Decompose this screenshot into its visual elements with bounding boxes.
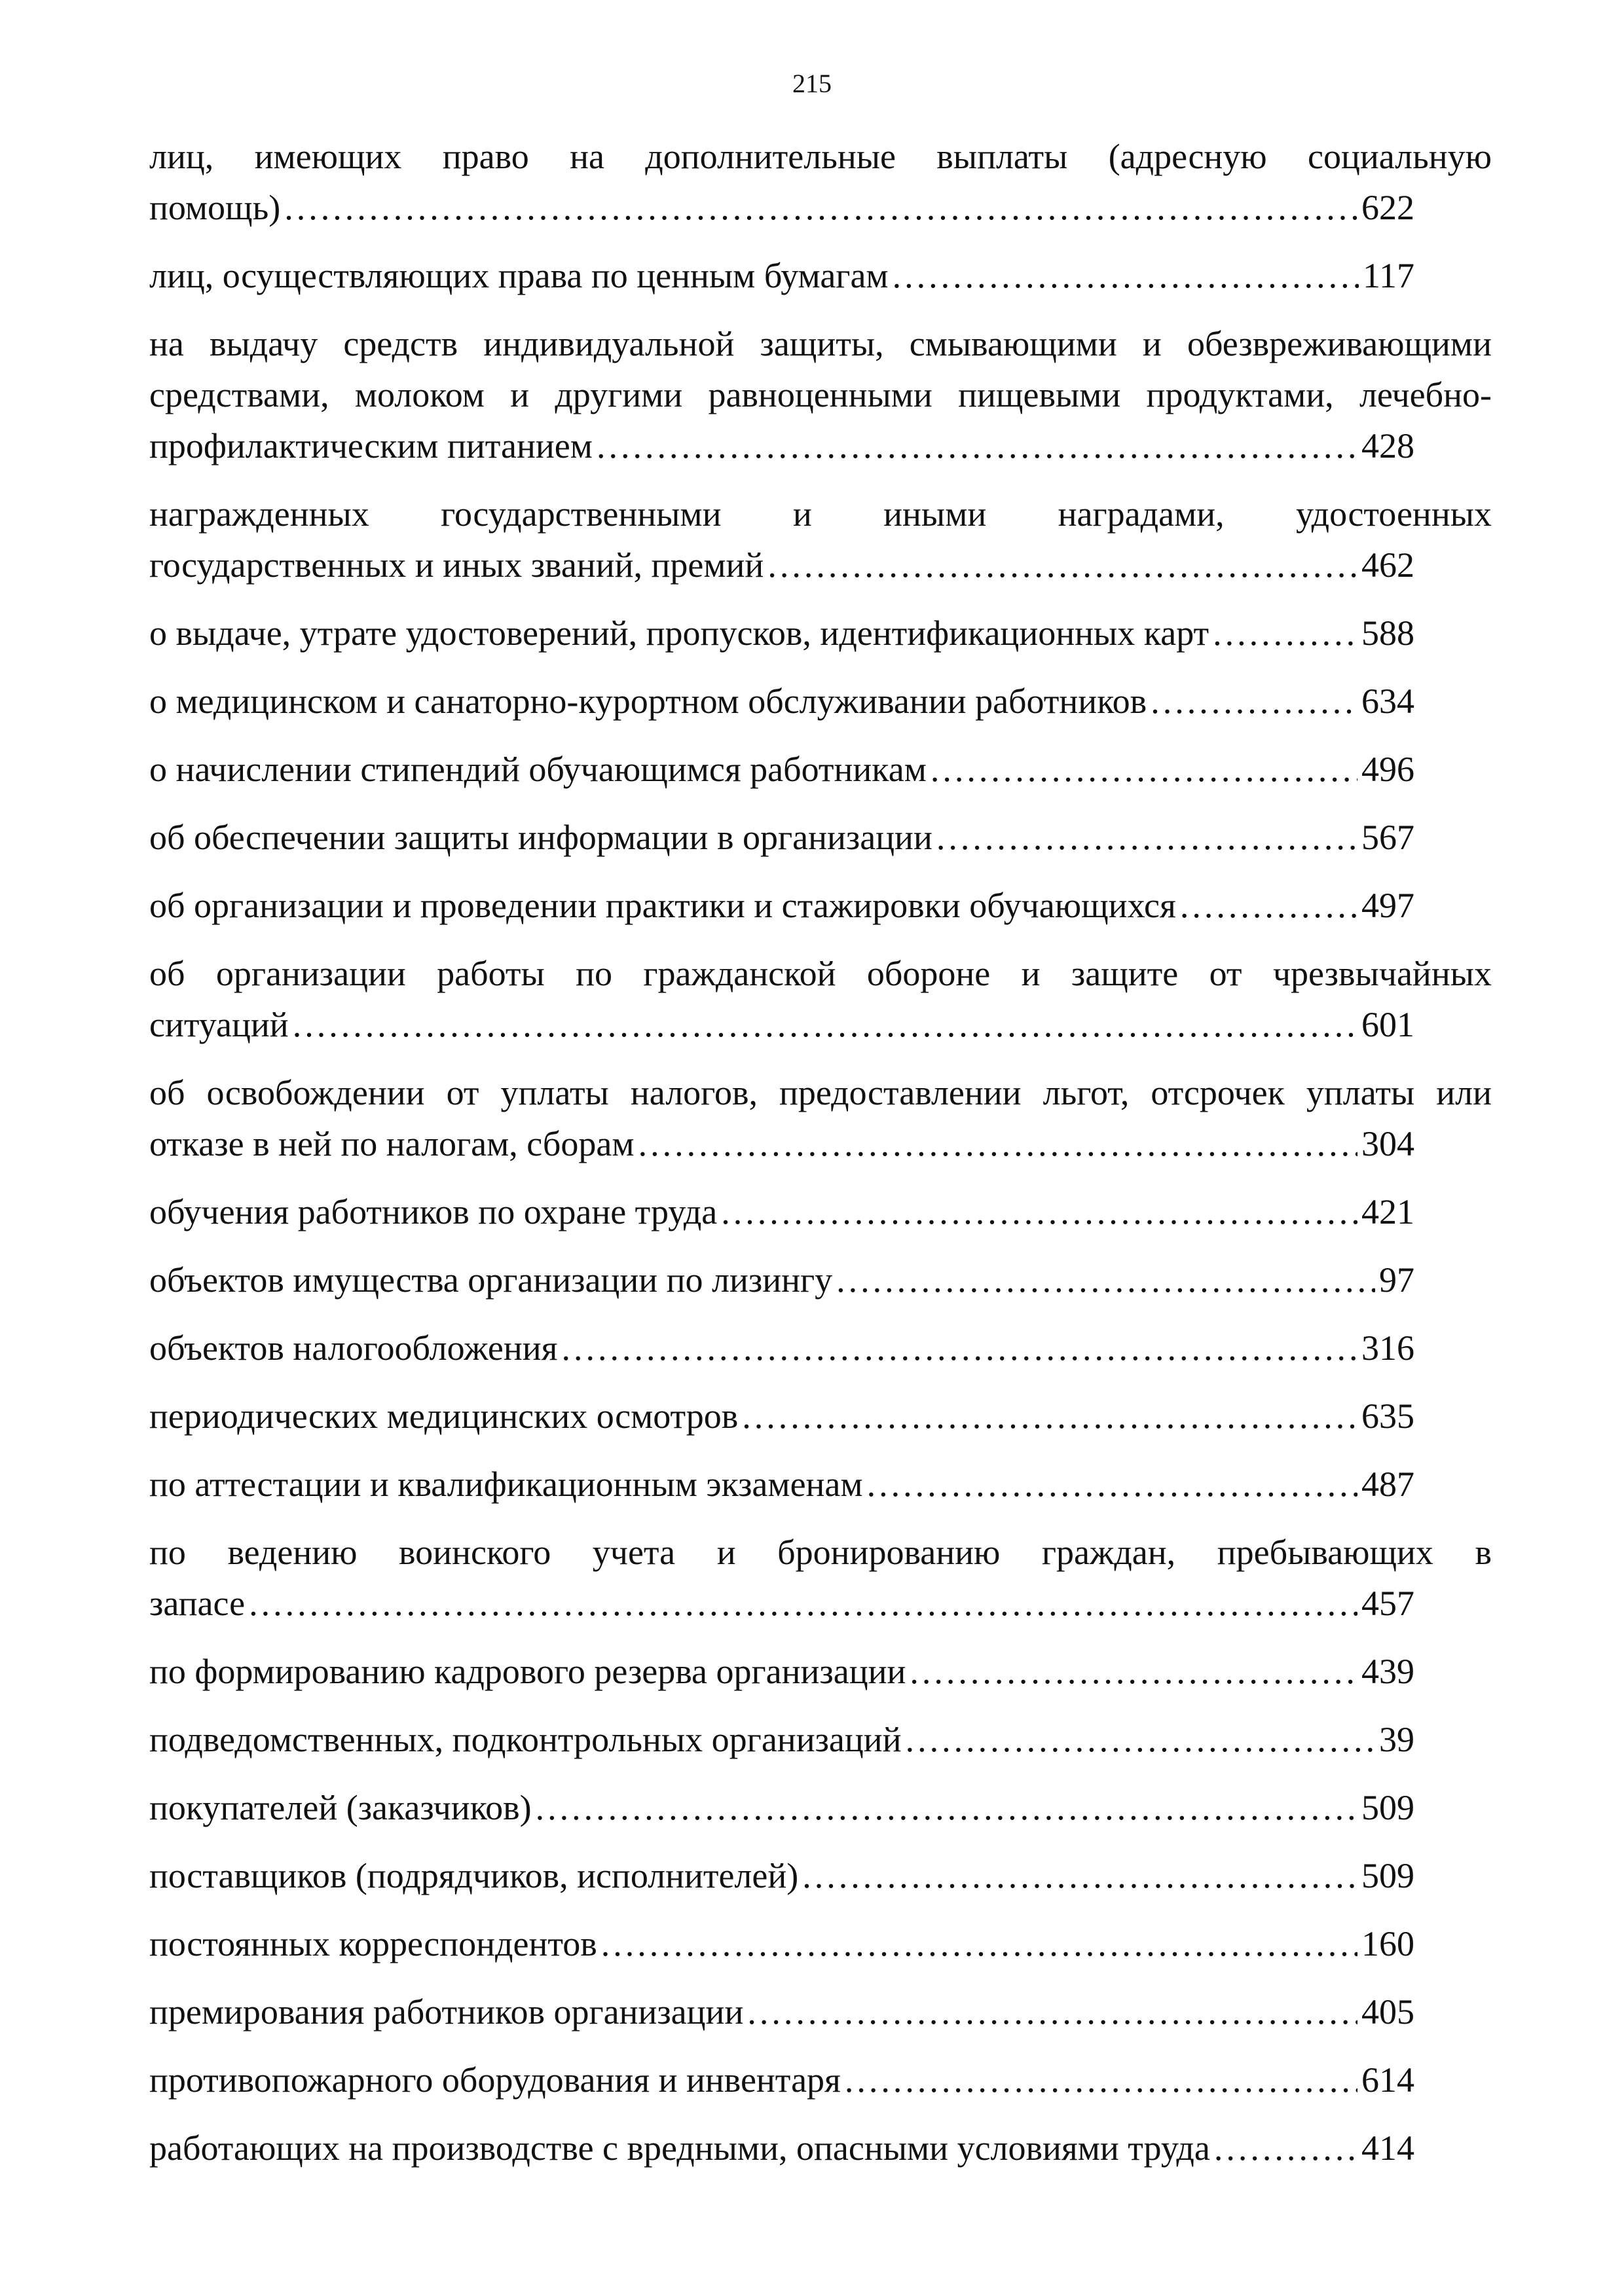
index-entry bbox=[149, 948, 1492, 1050]
index-entry-text: работающих на производстве с вредными, опасными условиями труда bbox=[149, 2128, 1210, 2168]
dot-leader bbox=[936, 812, 1357, 863]
index-page-ref: 414 bbox=[1361, 2128, 1414, 2168]
dot-leader bbox=[747, 1986, 1357, 2037]
index-page-ref: 117 bbox=[1363, 256, 1414, 295]
index-entry-text: отказе в ней по налогам, сборам bbox=[149, 1124, 635, 1163]
dot-leader bbox=[802, 1850, 1357, 1901]
index-entry-line bbox=[149, 2054, 1492, 2105]
dot-leader bbox=[867, 1459, 1357, 1510]
dot-leader bbox=[1180, 880, 1357, 931]
dot-leader bbox=[931, 744, 1357, 795]
index-page-ref: 405 bbox=[1361, 1992, 1414, 2032]
index-entry bbox=[149, 676, 1492, 727]
index-entry-line bbox=[149, 608, 1492, 659]
dot-leader bbox=[836, 1254, 1375, 1305]
index-entry-line bbox=[149, 131, 1492, 182]
index-entry-line bbox=[149, 1459, 1492, 1510]
index-entry-text: о начислении стипендий обучающимся работникам bbox=[149, 750, 927, 789]
index-entry bbox=[149, 608, 1492, 659]
index-entry bbox=[149, 488, 1492, 591]
index-entry-text: об организации работы по гражданской обороне и защите от чрезвычайных bbox=[149, 954, 1492, 993]
index-entry-line bbox=[149, 318, 1492, 369]
index-entry bbox=[149, 1850, 1492, 1901]
index-entry-text: поставщиков (подрядчиков, исполнителей) bbox=[149, 1856, 799, 1895]
index-entry-text: о медицинском и санаторно-курортном обслуживании работников bbox=[149, 682, 1147, 721]
index-page-ref: 622 bbox=[1361, 188, 1414, 227]
index-entry bbox=[149, 1391, 1492, 1442]
index-entry bbox=[149, 1714, 1492, 1765]
index-entry-line bbox=[149, 2123, 1492, 2174]
index-page-ref: 39 bbox=[1379, 1720, 1414, 1759]
index-entry-text: средствами, молоком и другими равноценными пищевыми продуктами, лечебно- bbox=[149, 375, 1492, 414]
index-entry-text: об организации и проведении практики и стажировки обучающихся bbox=[149, 886, 1176, 925]
index-entry-line bbox=[149, 1714, 1492, 1765]
dot-leader bbox=[249, 1578, 1357, 1629]
index-entry bbox=[149, 1459, 1492, 1510]
index-entry-line bbox=[149, 999, 1492, 1050]
dot-leader bbox=[601, 1918, 1357, 1969]
dot-leader bbox=[742, 1391, 1357, 1442]
index-entry-line bbox=[149, 1918, 1492, 1969]
index-entry-text: об освобождении от уплаты налогов, предоставлении льгот, отсрочек уплаты или bbox=[149, 1073, 1492, 1112]
index-entry-line bbox=[149, 1186, 1492, 1237]
index-entry-text: об обеспечении защиты информации в организации bbox=[149, 818, 932, 857]
index-page-ref: 439 bbox=[1361, 1652, 1414, 1691]
dot-leader bbox=[721, 1186, 1357, 1237]
index-entry-text: ситуаций bbox=[149, 1005, 289, 1044]
index-page-ref: 428 bbox=[1361, 426, 1414, 465]
index-page-ref: 304 bbox=[1361, 1124, 1414, 1163]
index-list bbox=[149, 131, 1492, 2191]
index-entry bbox=[149, 1067, 1492, 1169]
index-entry-line bbox=[149, 1646, 1492, 1697]
index-entry-text: запасе bbox=[149, 1584, 246, 1623]
index-page-ref: 497 bbox=[1361, 886, 1414, 925]
index-entry bbox=[149, 250, 1492, 301]
index-entry-line bbox=[149, 1527, 1492, 1578]
index-entry-text: награжденных государственными и иными наградами, удостоенных bbox=[149, 494, 1492, 534]
index-entry bbox=[149, 1918, 1492, 1969]
index-page-ref: 160 bbox=[1361, 1924, 1414, 1963]
index-entry-line bbox=[149, 1578, 1492, 1629]
dot-leader bbox=[1151, 676, 1357, 727]
dot-leader bbox=[561, 1322, 1357, 1374]
dot-leader bbox=[597, 420, 1357, 471]
index-page-ref: 614 bbox=[1361, 2060, 1414, 2100]
dot-leader bbox=[906, 1714, 1375, 1765]
index-entry bbox=[149, 1527, 1492, 1629]
index-entry bbox=[149, 318, 1492, 471]
index-entry-text: премирования работников организации bbox=[149, 1992, 744, 2032]
dot-leader bbox=[845, 2054, 1357, 2105]
dot-leader bbox=[910, 1646, 1357, 1697]
index-entry bbox=[149, 1186, 1492, 1237]
index-entry-line bbox=[149, 1782, 1492, 1833]
index-entry-text: о выдаче, утрате удостоверений, пропусков, идентификационных карт bbox=[149, 613, 1209, 653]
index-entry bbox=[149, 1254, 1492, 1305]
index-entry-line bbox=[149, 1391, 1492, 1442]
index-page-ref: 567 bbox=[1361, 818, 1414, 857]
index-entry-text: государственных и иных званий, премий bbox=[149, 545, 764, 585]
index-entry-text: по аттестации и квалификационным экзаменам bbox=[149, 1465, 863, 1504]
index-entry-line bbox=[149, 1254, 1492, 1305]
index-page-ref: 462 bbox=[1361, 545, 1414, 585]
dot-leader bbox=[767, 539, 1357, 591]
index-entry bbox=[149, 2054, 1492, 2105]
dot-leader bbox=[638, 1118, 1357, 1169]
index-entry-text: лиц, осуществляющих права по ценным бумагам bbox=[149, 256, 889, 295]
index-entry bbox=[149, 131, 1492, 233]
index-page-ref: 421 bbox=[1361, 1192, 1414, 1231]
index-page-ref: 316 bbox=[1361, 1328, 1414, 1368]
index-entry-text: покупателей (заказчиков) bbox=[149, 1788, 532, 1827]
index-entry bbox=[149, 1322, 1492, 1374]
index-entry-line bbox=[149, 488, 1492, 539]
index-page-ref: 635 bbox=[1361, 1396, 1414, 1436]
index-page-ref: 487 bbox=[1361, 1465, 1414, 1504]
index-entry-text: постоянных корреспондентов bbox=[149, 1924, 597, 1963]
index-entry-line bbox=[149, 744, 1492, 795]
index-entry-text: по формированию кадрового резерва организации bbox=[149, 1652, 906, 1691]
index-entry-line bbox=[149, 1850, 1492, 1901]
index-entry-text: противопожарного оборудования и инвентаря bbox=[149, 2060, 841, 2100]
index-entry-line bbox=[149, 1067, 1492, 1118]
index-page-ref: 496 bbox=[1361, 750, 1414, 789]
dot-leader bbox=[1213, 608, 1357, 659]
index-page-ref: 634 bbox=[1361, 682, 1414, 721]
index-entry-text: периодических медицинских осмотров bbox=[149, 1396, 739, 1436]
index-entry bbox=[149, 1782, 1492, 1833]
index-entry-line bbox=[149, 812, 1492, 863]
index-entry bbox=[149, 744, 1492, 795]
index-entry-line bbox=[149, 1986, 1492, 2037]
dot-leader bbox=[1214, 2123, 1357, 2174]
index-entry-line bbox=[149, 880, 1492, 931]
index-entry-text: профилактическим питанием bbox=[149, 426, 593, 465]
index-page-ref: 509 bbox=[1361, 1788, 1414, 1827]
index-entry-line bbox=[149, 250, 1492, 301]
index-entry bbox=[149, 1646, 1492, 1697]
index-entry bbox=[149, 880, 1492, 931]
index-page-ref: 588 bbox=[1361, 613, 1414, 653]
dot-leader bbox=[536, 1782, 1357, 1833]
index-entry bbox=[149, 2123, 1492, 2174]
index-entry-line bbox=[149, 369, 1492, 420]
index-entry bbox=[149, 1986, 1492, 2037]
index-entry-text: обучения работников по охране труда bbox=[149, 1192, 718, 1231]
index-entry-text: на выдачу средств индивидуальной защиты, смывающими и обезвреживающими bbox=[149, 324, 1492, 363]
dot-leader bbox=[293, 999, 1357, 1050]
page-number: 215 bbox=[792, 69, 832, 98]
index-entry-line bbox=[149, 182, 1492, 233]
index-page-ref: 509 bbox=[1361, 1856, 1414, 1895]
index-entry-text: объектов налогообложения bbox=[149, 1328, 558, 1368]
index-entry-line bbox=[149, 1118, 1492, 1169]
index-entry-text: по ведению воинского учета и бронированию граждан, пребывающих в bbox=[149, 1533, 1492, 1572]
index-entry-text: объектов имущества организации по лизингу bbox=[149, 1260, 833, 1300]
index-entry-text: помощь) bbox=[149, 188, 281, 227]
dot-leader bbox=[893, 250, 1359, 301]
index-page-ref: 457 bbox=[1361, 1584, 1414, 1623]
index-entry-line bbox=[149, 539, 1492, 591]
dot-leader bbox=[284, 182, 1357, 233]
index-entry-line bbox=[149, 676, 1492, 727]
index-entry-line bbox=[149, 1322, 1492, 1374]
index-entry-line bbox=[149, 420, 1492, 471]
index-entry-text: подведомственных, подконтрольных организаций bbox=[149, 1720, 902, 1759]
index-entry-text: лиц, имеющих право на дополнительные выплаты (адресную социальную bbox=[149, 137, 1492, 176]
index-page-ref: 97 bbox=[1379, 1260, 1414, 1300]
index-entry-line bbox=[149, 948, 1492, 999]
index-entry bbox=[149, 812, 1492, 863]
index-page-ref: 601 bbox=[1361, 1005, 1414, 1044]
